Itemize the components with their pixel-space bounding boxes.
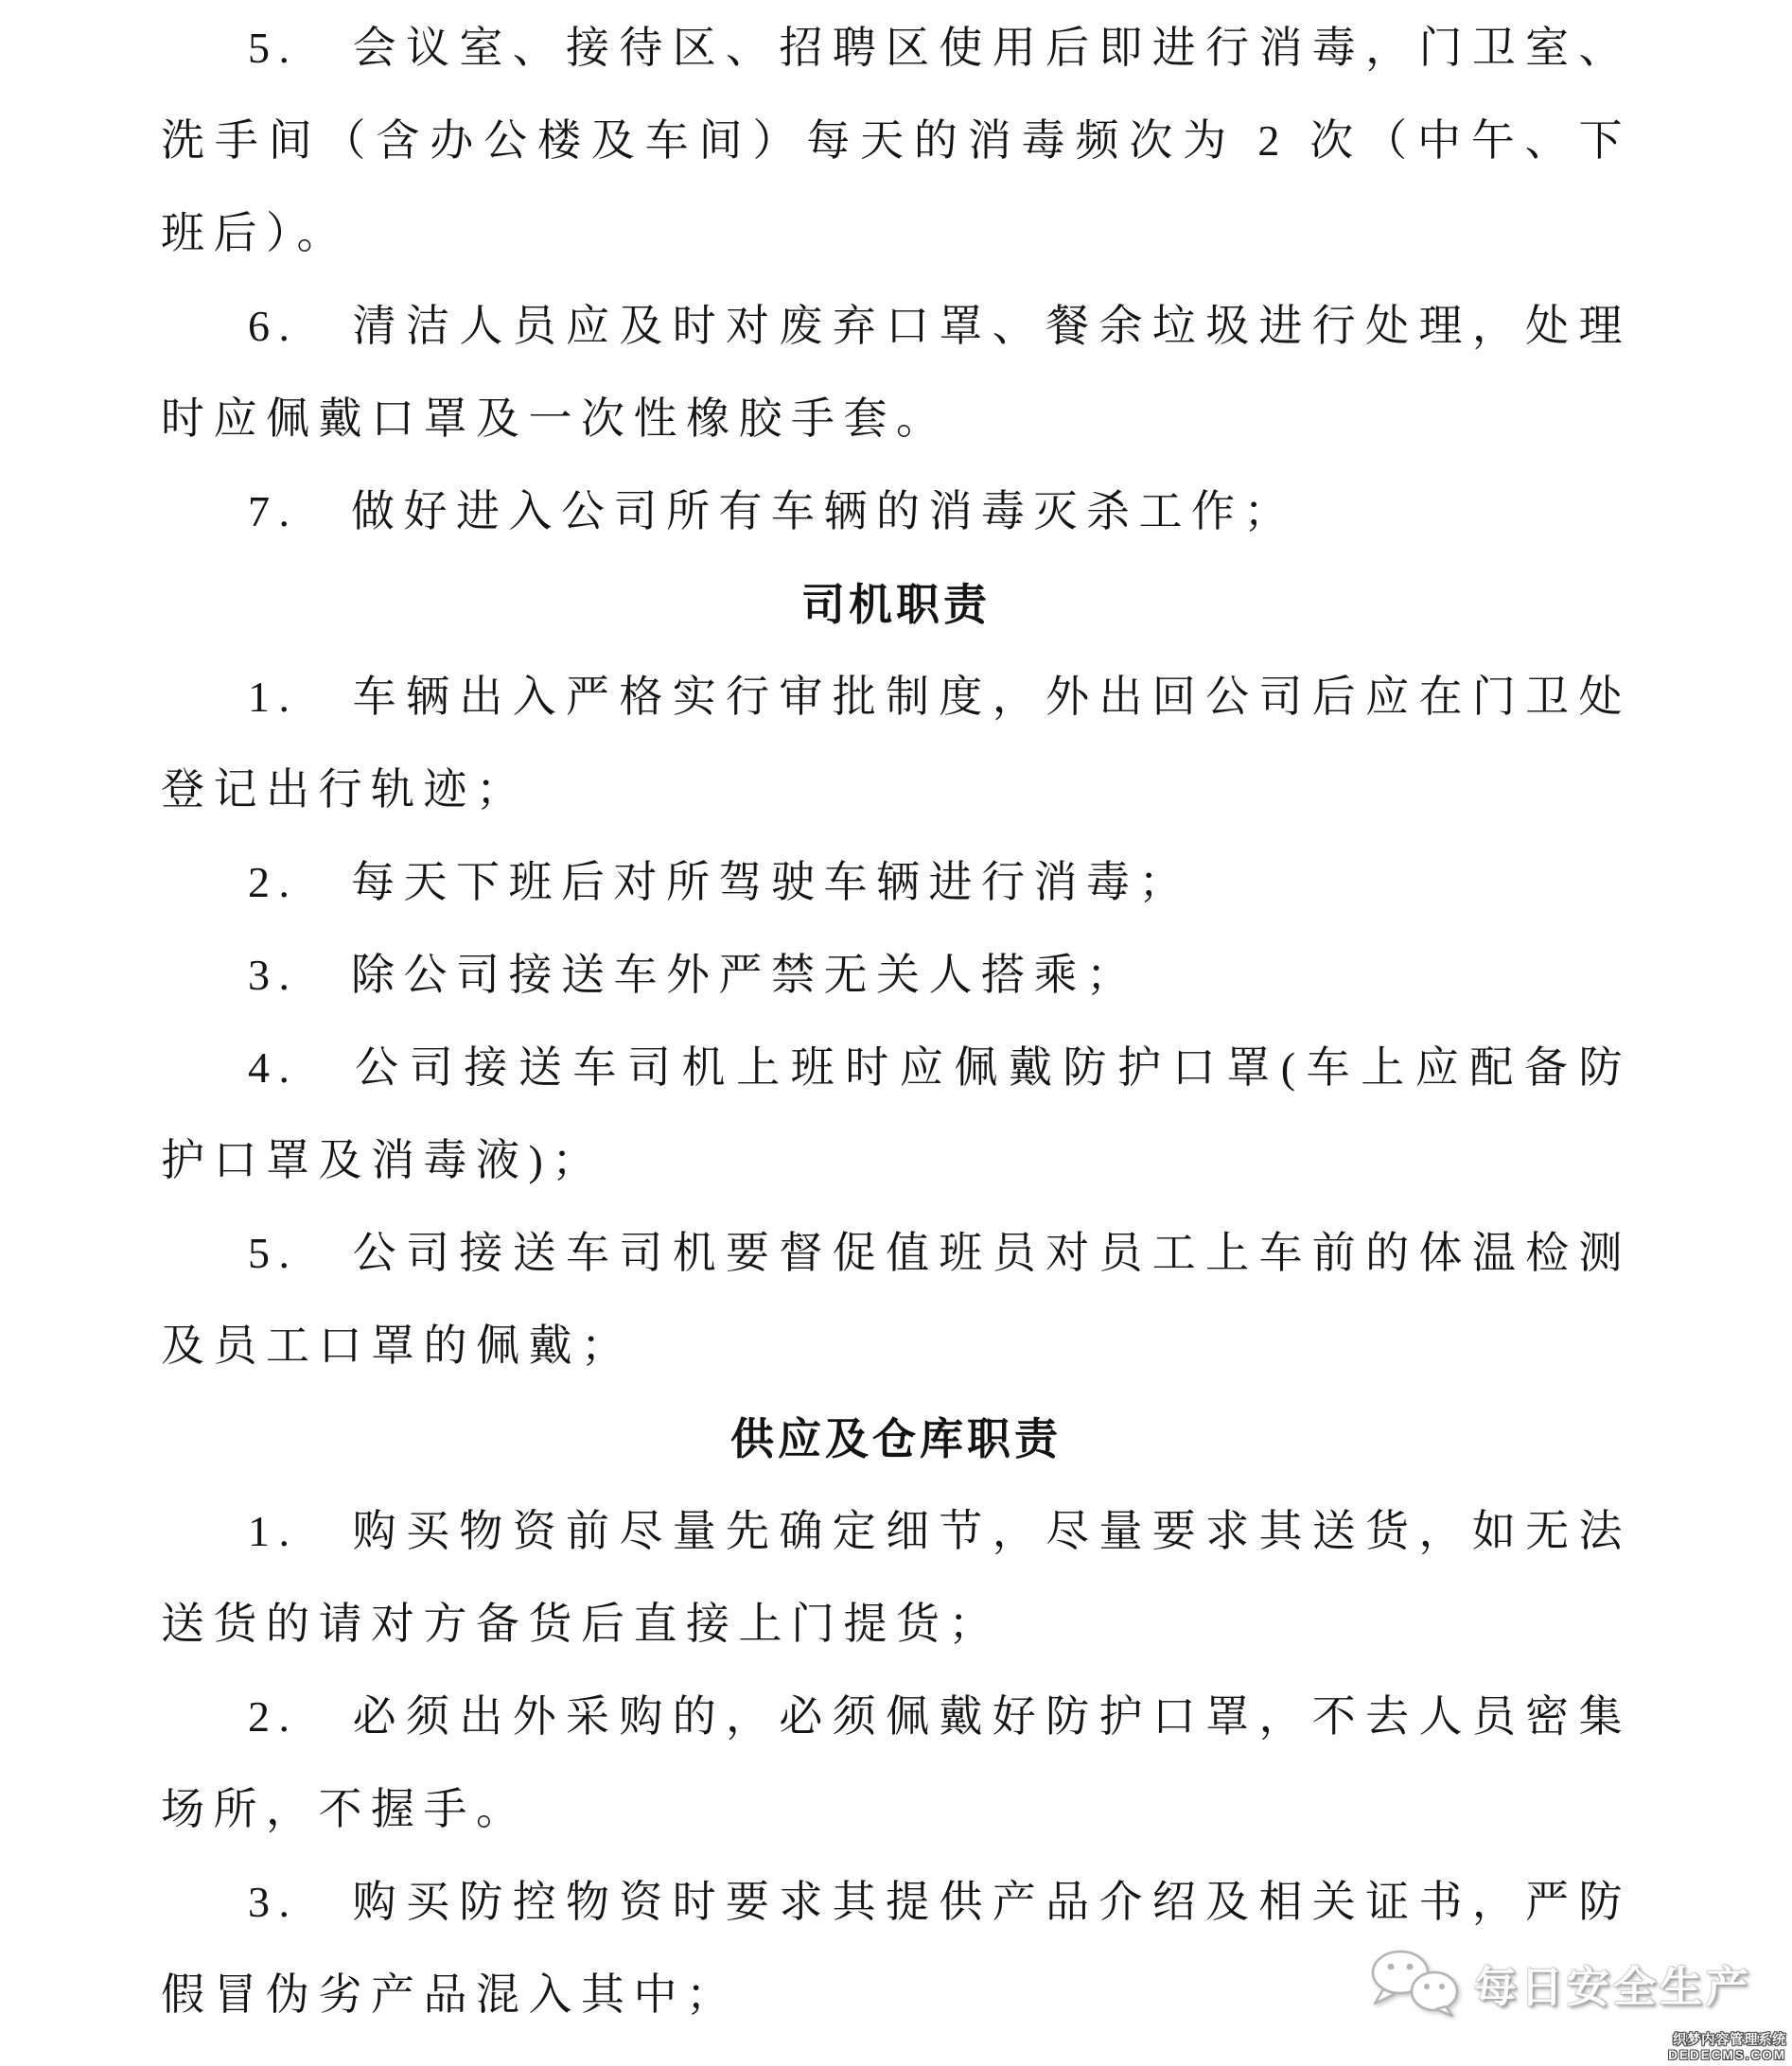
cms-watermark — [1668, 2033, 1786, 2063]
paragraph-item-7-vehicles: 7. 做好进入公司所有车辆的消毒灭杀工作； — [248, 487, 1296, 535]
paragraph-item-6-waste-handling: 6. 清洁人员应及时对废弃口罩、餐余垃圾进行处理，处理时应佩戴口罩及一次性橡胶手套。 — [161, 302, 1631, 443]
paragraph-driver-4: 4. 公司接送车司机上班时应佩戴防护口罩(车上应配备防护口罩及消毒液)； — [161, 1043, 1631, 1184]
heading-driver-duties: 司机职责 — [801, 580, 991, 629]
cms-watermark-line2: DEDECMS.COM — [1668, 2048, 1786, 2062]
paragraph-driver-5: 5. 公司接送车司机要督促值班员对员工上车前的体温检测及员工口罩的佩戴； — [161, 1229, 1631, 1370]
content-column — [161, 2, 1631, 2041]
paragraph-supply-2: 2. 必须出外采购的，必须佩戴好防护口罩，不去人员密集场所，不握手。 — [161, 1692, 1631, 1833]
paragraph-driver-2: 2. 每天下班后对所驾驶车辆进行消毒； — [248, 858, 1191, 906]
paragraph-item-5-disinfection: 5. 会议室、接待区、招聘区使用后即进行消毒，门卫室、洗手间（含办公楼及车间）每天的消毒频次为 2 次（中午、下班后）。 — [161, 24, 1631, 257]
heading-supply-warehouse-duties: 供应及仓库职责 — [730, 1414, 1062, 1463]
paragraph-driver-3: 3. 除公司接送车外严禁无关人搭乘； — [248, 951, 1139, 999]
wechat-icon — [1368, 1949, 1465, 2017]
brand-watermark-text: 每日安全生产 — [1474, 1962, 1753, 2011]
paragraph-supply-1: 1. 购买物资前尽量先确定细节，尽量要求其送货，如无法送货的请对方备货后直接上门提货； — [161, 1507, 1631, 1648]
brand-watermark — [1368, 1949, 1752, 2017]
paragraph-driver-1: 1. 车辆出入严格实行审批制度，外出回公司后应在门卫处登记出行轨迹； — [161, 673, 1631, 814]
cms-watermark-line1: 织梦内容管理系统 — [1673, 2033, 1786, 2048]
paragraph-supply-3: 3. 购买防控物资时要求其提供产品介绍及相关证书，严防假冒伪劣产品混入其中； — [161, 1878, 1631, 2019]
